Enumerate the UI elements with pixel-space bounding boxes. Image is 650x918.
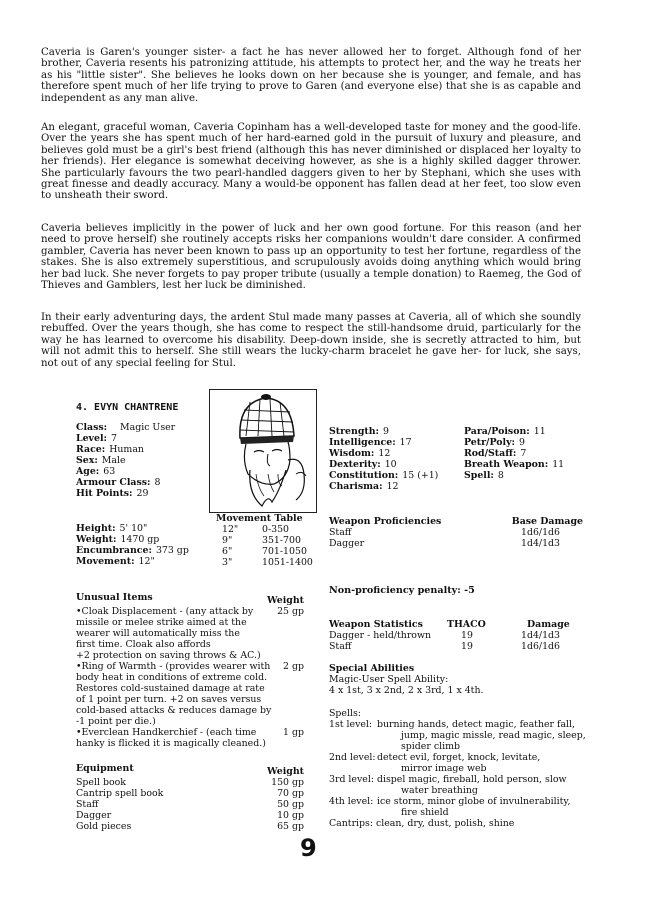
- basic-label: Class:: [76, 422, 108, 433]
- thaco-header: THACO: [447, 619, 486, 630]
- equipment-weight: 70 gp: [277, 788, 304, 799]
- movement-rate: 9": [222, 535, 233, 546]
- physical-label: Encumbrance:: [76, 545, 152, 556]
- item-line: wearer will automatically miss the: [76, 628, 240, 639]
- physical-value: 5' 10": [119, 523, 148, 534]
- proficiencies-header: Weapon Proficiencies: [329, 516, 442, 527]
- unusual-items-header: Unusual Items: [76, 592, 153, 603]
- special-abilities: [329, 663, 483, 696]
- weapon-statistics: [329, 619, 570, 652]
- paragraph-caveria-luck: Caveria believes implicitly in the power of luck and her own good fortune. For this reason (and her need to prove herself) she routinely accepts risks her companions wouldn't dare consider. A confirmed gambler, Caveria has never been known to pass up an opportunity to test her fortune, regardless of the stakes. She is also extremely superstitious, and scrupulously avoids doing anything which would bring her bad luck. She never forgets to pay proper tribute (usually a temple donation) to Raemeg, the God of Thieves and Gamblers, lest her luck be diminished.: [41, 223, 581, 292]
- attribute-value: 15 (+1): [402, 470, 439, 481]
- attribute-value: 9: [382, 426, 389, 437]
- save-label: Breath Weapon:: [464, 459, 549, 470]
- equipment-item: Spell book: [76, 777, 126, 788]
- special-ability-line: 4 x 1st, 3 x 2nd, 2 x 3rd, 1 x 4th.: [329, 685, 484, 696]
- spell-line: detect evil, forget, knock, levitate,: [377, 752, 541, 763]
- special-abilities-header: Special Abilities: [329, 663, 415, 674]
- character-saves: [464, 426, 564, 481]
- basic-label: Armour Class:: [76, 477, 151, 488]
- wizard-portrait-icon: [210, 390, 316, 512]
- cantrips-line: Cantrips: clean, dry, dust, polish, shine: [329, 818, 515, 829]
- physical-value: 12": [138, 556, 155, 567]
- basic-value: 7: [111, 433, 117, 444]
- equipment-item: Gold pieces: [76, 821, 132, 832]
- movement-rate: 6": [222, 546, 233, 557]
- spell-level-label: 2nd level:: [329, 752, 376, 763]
- movement-range: 351-700: [262, 535, 301, 546]
- item-line: of 1 point per turn. +2 on saves versus: [76, 694, 262, 705]
- attribute-label: Strength:: [329, 426, 379, 437]
- physical-label: Movement:: [76, 556, 135, 567]
- item-weight: 2 gp: [283, 661, 304, 672]
- attribute-label: Intelligence:: [329, 437, 396, 448]
- proficiency-damage: 1d4/1d3: [521, 538, 561, 549]
- equipment-item: Staff: [76, 799, 99, 810]
- movement-table: [216, 513, 313, 568]
- page-number: 9: [300, 834, 317, 862]
- spell-line: ice storm, minor globe of invulnerability,: [377, 796, 571, 807]
- equipment: [76, 763, 304, 832]
- movement-rate: 12": [222, 524, 239, 535]
- statistics-thaco: 19: [461, 630, 473, 641]
- damage-header: Damage: [527, 619, 570, 630]
- weapon-proficiencies: [329, 516, 583, 549]
- attribute-label: Wisdom:: [329, 448, 375, 459]
- movement-range: 701-1050: [262, 546, 307, 557]
- item-line: +2 protection on saving throws & AC.): [76, 650, 261, 661]
- save-label: Rod/Staff:: [464, 448, 517, 459]
- movement-rate: 3": [222, 557, 233, 568]
- spells-list: [329, 708, 586, 829]
- basic-value: Magic User: [120, 422, 176, 433]
- save-label: Para/Poison:: [464, 426, 530, 437]
- unusual-weight-header: Weight: [267, 595, 304, 606]
- non-proficiency-penalty: Non-proficiency penalty: -5: [329, 585, 475, 596]
- save-value: 9: [518, 437, 525, 448]
- basic-label: Race:: [76, 444, 106, 455]
- special-ability-line: Magic-User Spell Ability:: [329, 674, 449, 685]
- item-line: Restores cold-sustained damage at rate: [76, 683, 265, 694]
- equipment-header: Equipment: [76, 763, 134, 774]
- attribute-value: 17: [399, 437, 412, 448]
- equipment-weight: 150 gp: [271, 777, 304, 788]
- proficiency-weapon: Dagger: [329, 538, 365, 549]
- basic-value: 29: [136, 488, 149, 499]
- item-line: •Ring of Warmth - (provides wearer with: [76, 661, 271, 672]
- spell-level-label: 1st level:: [329, 719, 373, 730]
- basic-label: Age:: [76, 466, 100, 477]
- statistics-weapon: Dagger - held/thrown: [329, 630, 432, 641]
- spell-line: water breathing: [401, 785, 478, 796]
- spell-line: jump, magic missle, read magic, sleep,: [401, 730, 586, 741]
- basic-value: 63: [103, 466, 116, 477]
- item-line: hanky is flicked it is magically cleaned.): [76, 738, 266, 749]
- base-damage-header: Base Damage: [511, 516, 583, 527]
- basic-label: Level:: [76, 433, 107, 444]
- attribute-label: Dexterity:: [329, 459, 381, 470]
- spells-header: Spells:: [329, 708, 361, 719]
- statistics-weapon: Staff: [329, 641, 352, 652]
- basic-label: Sex:: [76, 455, 98, 466]
- spell-line: burning hands, detect magic, feather fall,: [377, 719, 576, 730]
- statistics-header: Weapon Statistics: [329, 619, 423, 630]
- spell-level-label: 4th level:: [329, 796, 374, 807]
- character-title: 4. EVYN CHANTRENE: [76, 402, 179, 413]
- paragraph-caveria-stul: In their early adventuring days, the ardent Stul made many passes at Caveria, all of which she soundly rebuffed. Over the years though, she has come to respect the still-handsome druid, particularly for the way he has learned to overcome his disability. Deep-down inside, she is secretly attracted to him, but will not admit this to herself. She still wears the lucky-charm bracelet he gave her- for luck, she says, not out of any special feeling for Stul.: [41, 312, 581, 369]
- movement-table-title: Movement Table: [216, 513, 303, 524]
- unusual-items: [76, 592, 304, 749]
- save-value: 7: [520, 448, 527, 459]
- basic-value: Human: [109, 444, 144, 455]
- save-value: 11: [533, 426, 546, 437]
- equipment-item: Dagger: [76, 810, 112, 821]
- movement-range: 0-350: [262, 524, 290, 535]
- item-line: first time. Cloak also affords: [76, 639, 211, 650]
- item-line: -1 point per die.): [76, 716, 156, 727]
- equipment-weight: 65 gp: [277, 821, 304, 832]
- item-weight: 25 gp: [277, 606, 304, 617]
- attribute-label: Constitution:: [329, 470, 399, 481]
- equipment-weight: 50 gp: [277, 799, 304, 810]
- attribute-value: 12: [378, 448, 391, 459]
- proficiency-damage: 1d6/1d6: [521, 527, 561, 538]
- save-value: 8: [497, 470, 504, 481]
- physical-value: 373 gp: [155, 545, 189, 556]
- basic-label: Hit Points:: [76, 488, 133, 499]
- item-line: missile or melee strike aimed at the: [76, 617, 247, 628]
- physical-label: Height:: [76, 523, 116, 534]
- paragraph-caveria-garen: Caveria is Garen's younger sister- a fact he has never allowed her to forget. Although fond of her brother, Caveria resents his patronizing attitude, his attempts to protect her, and the way he treats her as his "little sister". She believes he looks down on her because she is younger, and female, and has therefore spent much of her life trying to prove to Garen (and everyone else) that she is as capable and independent as any man alive.: [41, 47, 581, 104]
- spell-line: spider climb: [401, 741, 460, 752]
- item-weight: 1 gp: [283, 727, 304, 738]
- item-line: •Cloak Displacement - (any attack by: [76, 606, 254, 617]
- save-label: Spell:: [464, 470, 494, 481]
- item-line: •Everclean Handkerchief - (each time: [76, 727, 257, 738]
- save-label: Petr/Poly:: [464, 437, 515, 448]
- paragraph-caveria-elegance: An elegant, graceful woman, Caveria Copinham has a well-developed taste for money and the good-life. Over the years she has spent much of her hard-earned gold in the pursuit of luxury and pleasure, and believes gold must be a girl's best friend (although this has never diminished or displaced her loyalty to her friends). Her elegance is somewhat deceiving however, as she is a highly skilled dagger thrower. She particularly favours the two pearl-handled daggers given to her by Stephani, which she uses with great finesse and deadly accuracy. Many a would-be opponent has fallen dead at her feet, too slow even to unsheath their sword.: [41, 122, 581, 202]
- equipment-weight: 10 gp: [277, 810, 304, 821]
- movement-range: 1051-1400: [262, 557, 313, 568]
- character-attributes: [329, 426, 438, 492]
- attribute-value: 10: [384, 459, 397, 470]
- statistics-damage: 1d6/1d6: [521, 641, 561, 652]
- basic-value: Male: [101, 455, 126, 466]
- item-line: body heat in conditions of extreme cold.: [76, 672, 268, 683]
- equipment-item: Cantrip spell book: [76, 788, 164, 799]
- physical-label: Weight:: [76, 534, 117, 545]
- proficiency-weapon: Staff: [329, 527, 352, 538]
- spell-line: fire shield: [401, 807, 449, 818]
- basic-value: 8: [154, 477, 161, 488]
- statistics-thaco: 19: [461, 641, 473, 652]
- physical-value: 1470 gp: [120, 534, 160, 545]
- item-line: cold-based attacks & reduces damage by: [76, 705, 272, 716]
- spell-line: mirror image web: [401, 763, 487, 774]
- character-basics: [76, 422, 175, 499]
- spell-level-label: 3rd level:: [329, 774, 374, 785]
- spell-line: dispel magic, fireball, hold person, slow: [377, 774, 567, 785]
- character-physical: [76, 523, 189, 567]
- attribute-value: 12: [386, 481, 399, 492]
- attribute-label: Charisma:: [329, 481, 383, 492]
- save-value: 11: [552, 459, 565, 470]
- statistics-damage: 1d4/1d3: [521, 630, 561, 641]
- character-portrait: [209, 389, 317, 513]
- equipment-weight-header: Weight: [267, 766, 304, 777]
